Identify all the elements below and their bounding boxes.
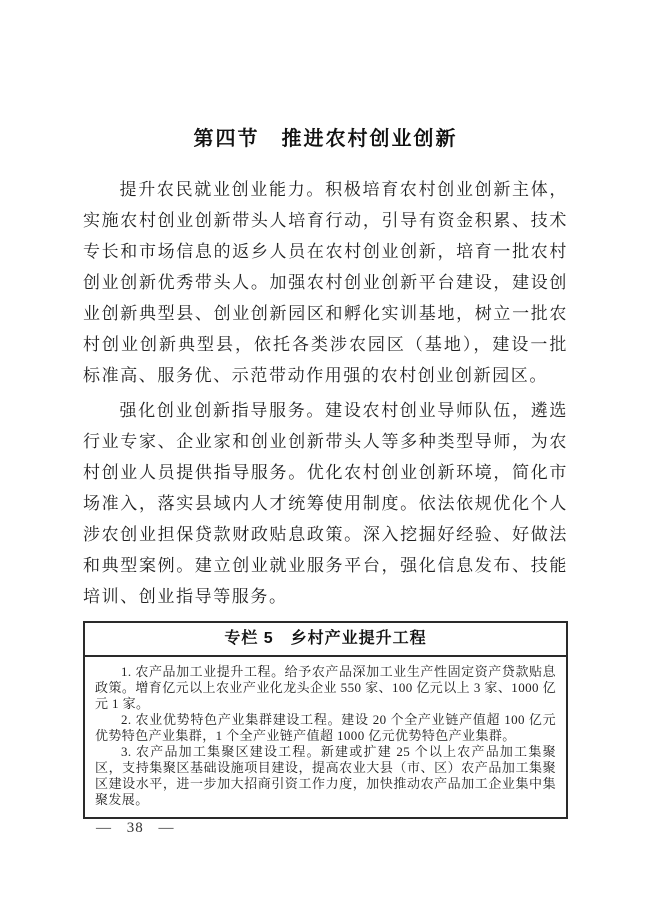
callout-box-body: [85, 657, 566, 817]
callout-box-item: 1. 农产品加工业提升工程。给予农产品深加工业生产性固定资产贷款贴息政策。增育亿元以上农业产业化龙头企业 550 家、100 亿元以上 3 家、1000 亿元 1 家。: [95, 664, 556, 711]
section-title: 第四节 推进农村创业创新: [193, 128, 458, 150]
page-number: — 38 —: [96, 820, 175, 836]
body-paragraph: 提升农民就业创业能力。积极培育农村创业创新主体，实施农村创业创新带头人培育行动，引导有资金积累、技术专长和市场信息的返乡人员在农村创业创新，培育一批农村创业创新优秀带头人。加强农村创业创新平台建设，建设创业创新典型县、创业创新园区和孵化实训基地，树立一批农村创业创新典型县，依托各类涉农园区（基地），建设一批标准高、服务优、示范带动作用强的农村创业创新园区。: [83, 180, 568, 385]
callout-box: [83, 621, 568, 819]
body-paragraph: 强化创业创新指导服务。建设农村创业导师队伍，遴选行业专家、企业家和创业创新带头人等多种类型导师，为农村创业人员提供指导服务。优化农村创业创新环境，简化市场准入，落实县域内人才统筹使用制度。依法依规优化个人涉农创业担保贷款财政贴息政策。深入挖掘好经验、好做法和典型案例。建立创业就业服务平台，强化信息发布、技能培训、创业指导等服务。: [83, 401, 568, 606]
callout-box-item: 3. 农产品加工集聚区建设工程。新建或扩建 25 个以上农产品加工集聚区，支持集聚区基础设施项目建设，提高农业大县（市、区）农产品加工集聚区建设水平，进一步加大招商引资工作力度，加快推动农产品加工企业集中集聚发展。: [95, 744, 556, 807]
callout-box-item: 2. 农业优势特色产业集群建设工程。建设 20 个全产业链产值超 100 亿元优势特色产业集群，1 个全产业链产值超 1000 亿元优势特色产业集群。: [95, 712, 556, 743]
callout-box-title: 专栏 5 乡村产业提升工程: [85, 623, 566, 657]
